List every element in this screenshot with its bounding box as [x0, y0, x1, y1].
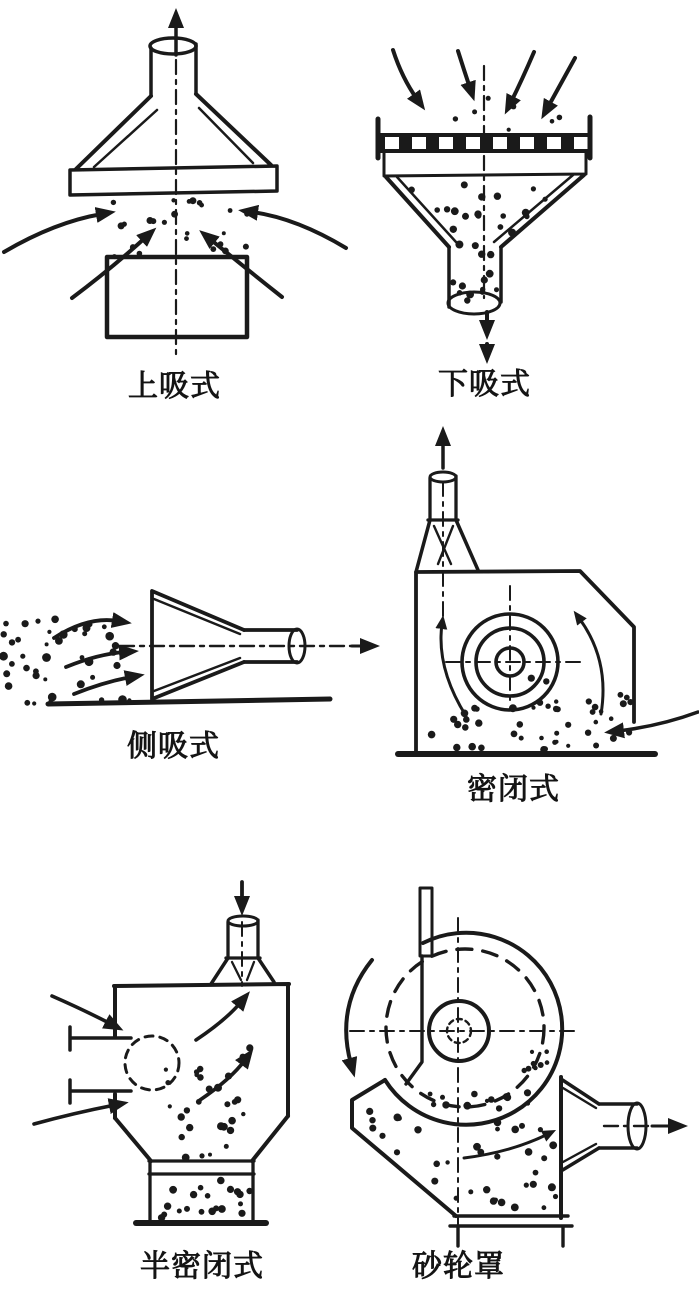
guard-edge	[406, 956, 422, 1084]
funnel-outer	[416, 520, 478, 572]
dust-dots	[408, 96, 562, 304]
label-enclosed: 密闭式	[467, 772, 560, 807]
duct-opening	[150, 38, 196, 54]
dust-dots	[366, 1049, 558, 1211]
guard-plate	[420, 888, 432, 956]
workpiece-box	[107, 257, 247, 337]
duct-opening	[430, 472, 456, 482]
label-down-suction: 下吸式	[438, 367, 531, 402]
label-side-suction: 侧吸式	[127, 729, 220, 764]
hood-inner	[94, 108, 253, 167]
hood-inner	[154, 599, 240, 691]
down-suction-diagram	[377, 50, 591, 350]
semi-enclosed-diagram	[34, 882, 289, 1223]
label-semi-enclosed: 半密闭式	[140, 1249, 264, 1284]
rotation-arrow	[346, 960, 372, 1064]
label-grinding-wheel-hood: 砂轮罩	[412, 1249, 505, 1284]
grinding-wheel-hood-diagram	[346, 888, 674, 1246]
top-suction-diagram	[4, 22, 346, 358]
roll-dashed-circle	[125, 1036, 179, 1090]
label-top-suction: 上吸式	[128, 369, 221, 404]
dust-dots	[158, 1044, 253, 1221]
feed-chute	[70, 1027, 131, 1103]
enclosed-diagram	[398, 440, 698, 754]
duct-end	[448, 292, 500, 314]
grinding-wheel-dashed-circle	[386, 949, 544, 1107]
side-suction-diagram	[0, 591, 366, 706]
ground-line	[48, 699, 330, 704]
air-inlet-arrow	[618, 712, 698, 731]
outlet-cone	[561, 1079, 599, 1171]
hood-rim	[70, 166, 277, 195]
base	[450, 1216, 572, 1246]
duct-opening	[228, 916, 258, 926]
inflow-arrows	[34, 996, 115, 1124]
